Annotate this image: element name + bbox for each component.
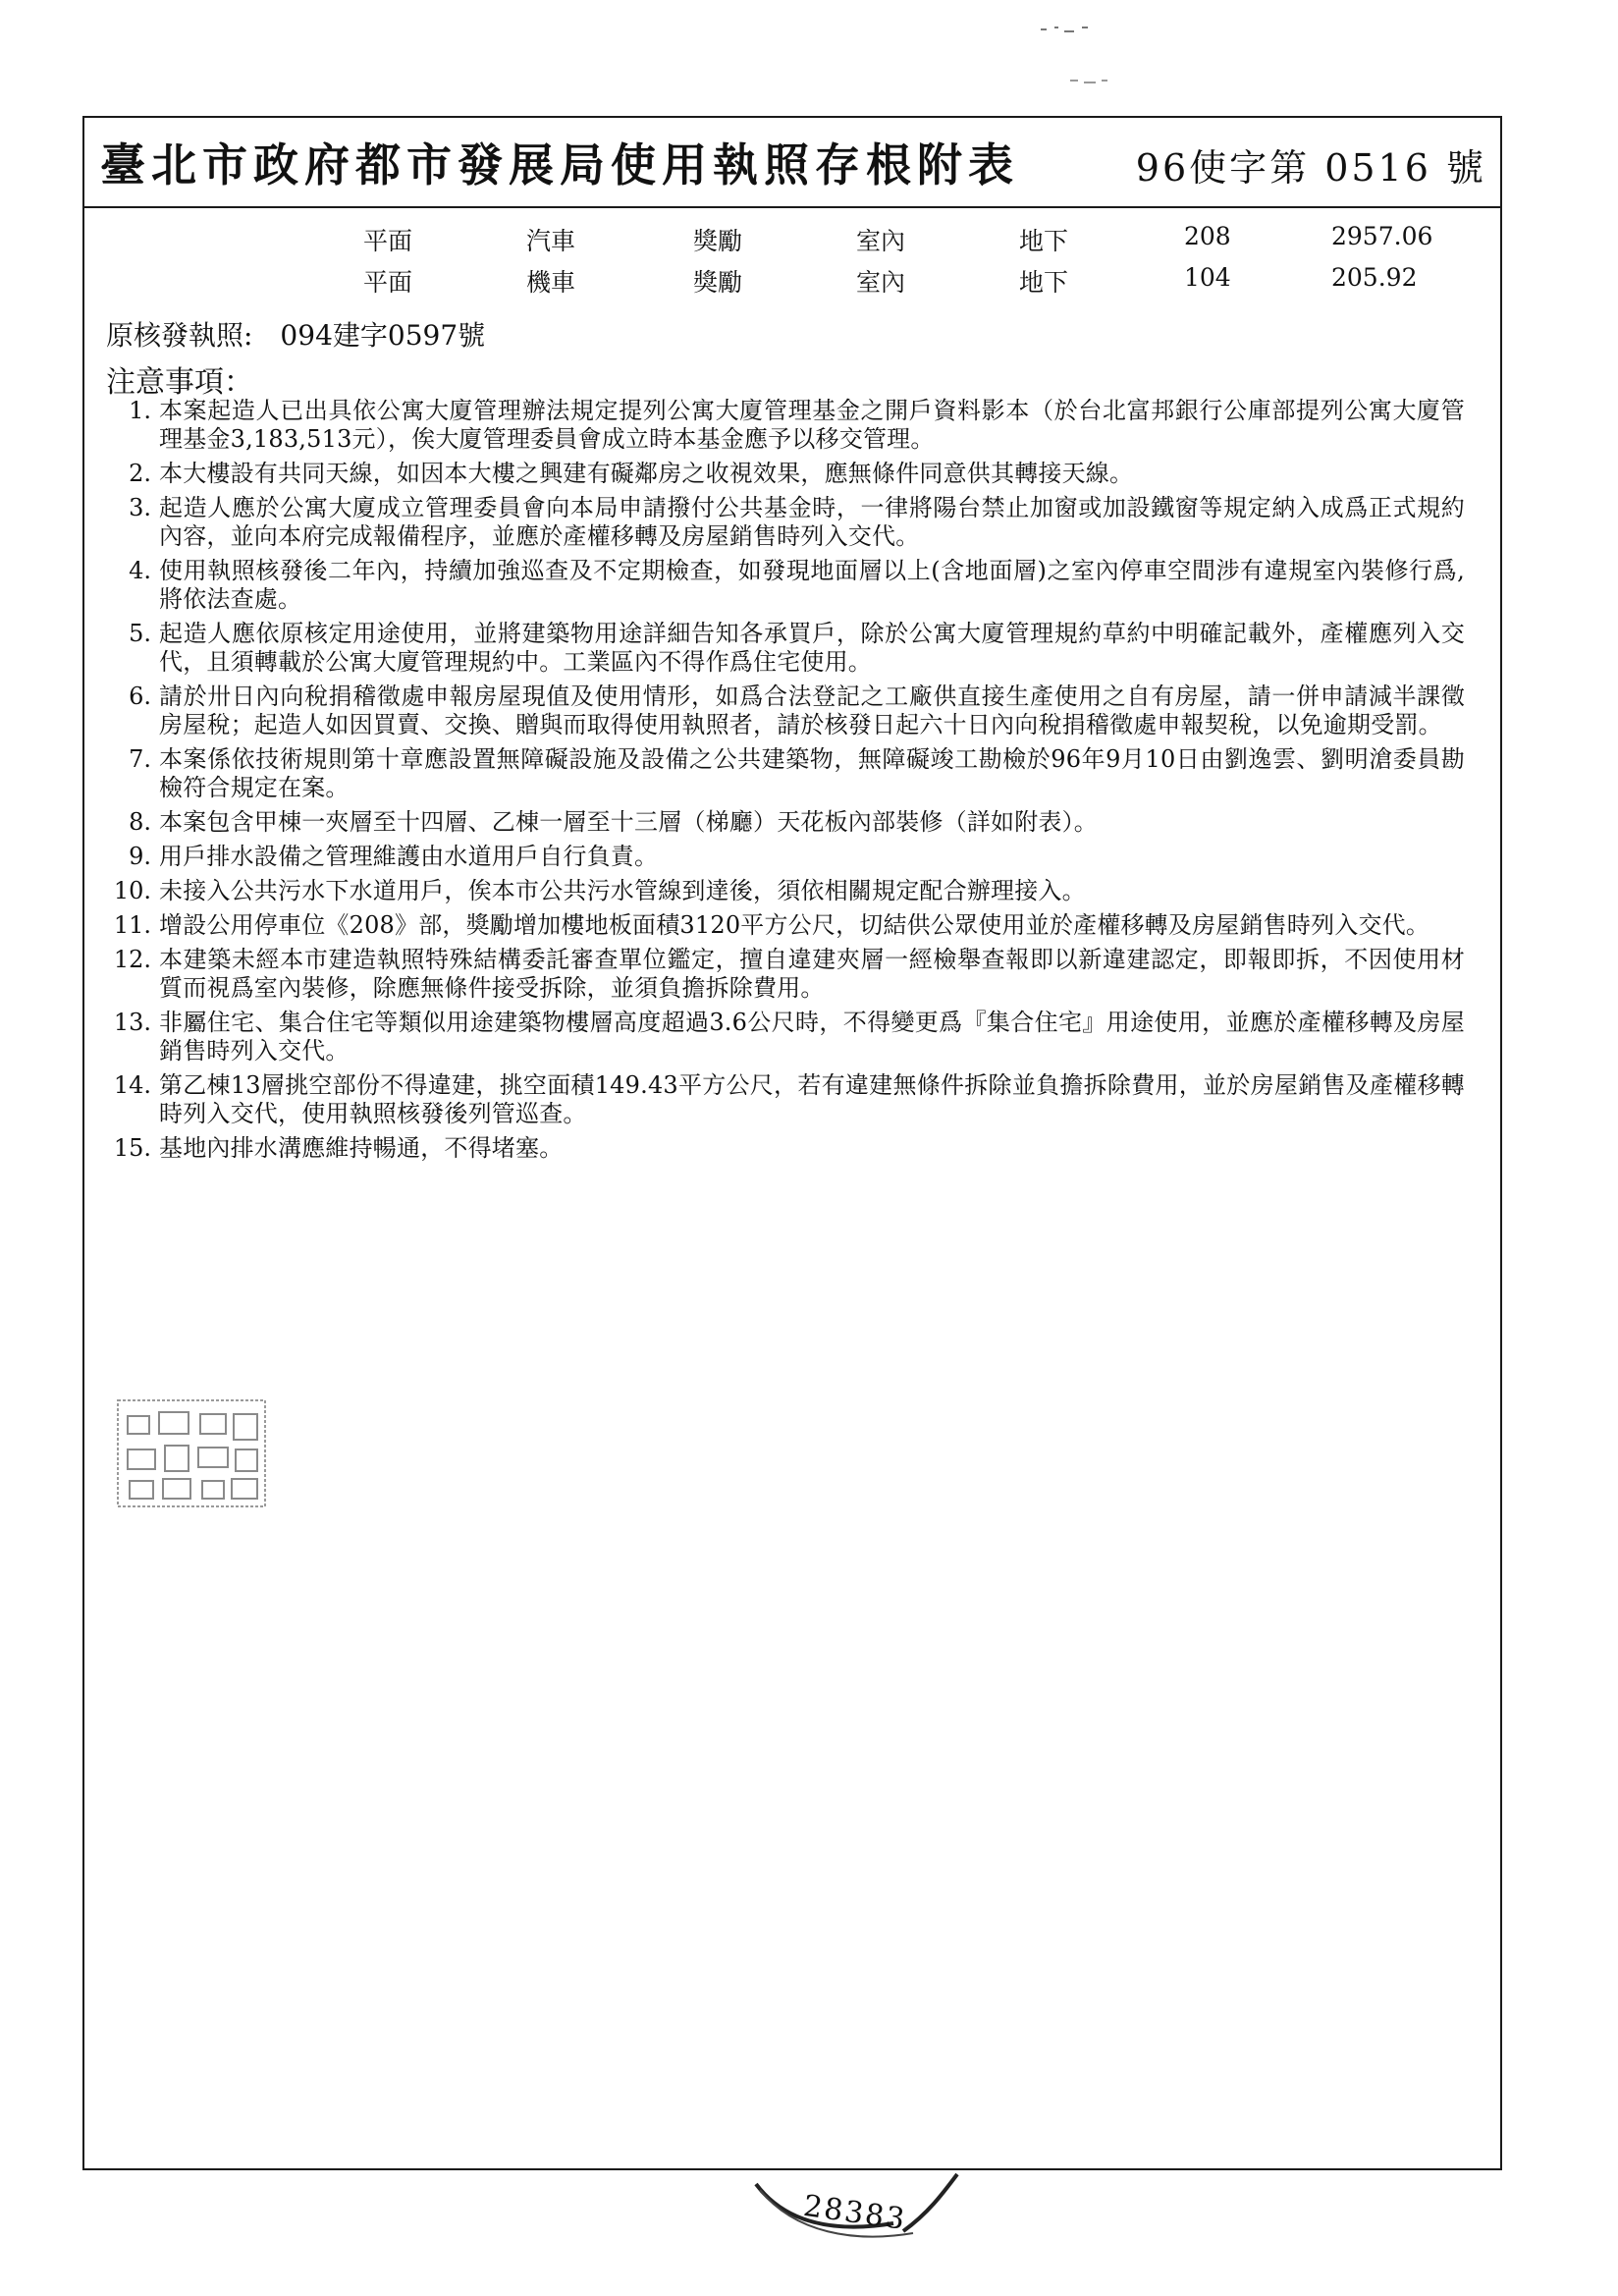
note-number: 10. xyxy=(113,877,151,904)
note-text: 增設公用停車位《208》部，獎勵增加樓地板面積3120平方公尺，切結供公眾使用並於產權移轉及房屋銷售時列入交代。 xyxy=(159,911,1430,939)
list-item xyxy=(84,911,1504,940)
cell-count: 104 xyxy=(1184,263,1231,292)
cell-level: 地下 xyxy=(1019,268,1069,297)
table-row xyxy=(84,263,1500,304)
note-number: 3. xyxy=(129,494,151,521)
list-item xyxy=(84,745,1504,802)
note-text: 基地內排水溝應維持暢通，不得堵塞。 xyxy=(159,1134,564,1162)
cell-vehicle: 機車 xyxy=(526,268,576,297)
cell-level: 地下 xyxy=(1019,227,1069,255)
cell-area: 205.92 xyxy=(1331,263,1418,292)
official-seal-stamp xyxy=(114,1396,271,1514)
cell-type: 獎勵 xyxy=(693,227,743,255)
cell-count: 208 xyxy=(1184,222,1231,250)
note-number: 9. xyxy=(129,843,151,870)
list-item xyxy=(84,843,1504,871)
cell-vehicle: 汽車 xyxy=(526,227,576,255)
note-number: 7. xyxy=(129,745,151,773)
permit-number: 96使字第 0516 號 xyxy=(1135,146,1486,190)
note-number: 12. xyxy=(113,946,151,973)
list-item xyxy=(84,620,1504,677)
note-number: 4. xyxy=(129,557,151,584)
cell-plane: 平面 xyxy=(363,268,413,297)
table-row xyxy=(84,222,1500,263)
document-frame xyxy=(82,116,1502,2170)
original-permit: 原核發執照: 094建字0597號 xyxy=(106,319,486,352)
list-item xyxy=(84,557,1504,614)
note-text: 起造人應依原核定用途使用，並將建築物用途詳細告知各承買戶，除於公寓大廈管理規約草約中明確記載外，產權應列入交代，且須轉載於公寓大廈管理規約中。工業區內不得作爲住宅使用。 xyxy=(159,620,1465,676)
note-text: 用戶排水設備之管理維護由水道用戶自行負責。 xyxy=(159,843,659,870)
list-item xyxy=(84,683,1504,739)
note-number: 6. xyxy=(129,683,151,710)
cell-type: 獎勵 xyxy=(693,268,743,297)
title-bar xyxy=(84,118,1500,208)
list-item xyxy=(84,1134,1504,1163)
footer-serial-number: 28383 xyxy=(801,2188,909,2238)
note-number: 5. xyxy=(129,620,151,647)
list-item xyxy=(84,397,1504,454)
notes-heading: 注意事項： xyxy=(106,365,253,400)
list-item xyxy=(84,946,1504,1003)
note-text: 本案係依技術規則第十章應設置無障礙設施及設備之公共建築物，無障礙竣工勘檢於96年9月10日由劉逸雲、劉明滄委員勘檢符合規定在案。 xyxy=(159,745,1465,801)
note-text: 本大樓設有共同天線，如因本大樓之興建有礙鄰房之收視效果，應無條件同意供其轉接天線。 xyxy=(159,460,1134,487)
list-item xyxy=(84,1009,1504,1066)
notes-list xyxy=(84,397,1504,1169)
list-item xyxy=(84,460,1504,488)
note-number: 2. xyxy=(129,460,151,487)
cell-plane: 平面 xyxy=(363,227,413,255)
footer-serial-mark xyxy=(746,2164,972,2253)
note-text: 本建築未經本市建造執照特殊結構委託審查單位鑑定，擅自違建夾層一經檢舉查報即以新違建認定，即報即拆，不因使用材質而視爲室內裝修，除應無條件接受拆除，並須負擔拆除費用。 xyxy=(159,946,1465,1002)
cell-location: 室內 xyxy=(856,227,906,255)
note-number: 1. xyxy=(129,397,151,424)
note-text: 起造人應於公寓大廈成立管理委員會向本局申請撥付公共基金時，一律將陽台禁止加窗或加設鐵窗等規定納入成爲正式規約內容，並向本府完成報備程序，並應於產權移轉及房屋銷售時列入交代。 xyxy=(159,494,1465,550)
note-text: 使用執照核發後二年內，持續加強巡查及不定期檢查，如發現地面層以上(含地面層)之室內停車空間涉有違規室內裝修行爲,將依法查處。 xyxy=(159,557,1465,613)
note-number: 14. xyxy=(113,1071,151,1099)
parking-space-table xyxy=(84,222,1500,304)
note-text: 請於卅日內向稅捐稽徵處申報房屋現值及使用情形，如爲合法登記之工廠供直接生產使用之自有房屋，請一併申請減半課徵房屋稅；起造人如因買賣、交換、贈與而取得使用執照者，請於核發日起六十日內向稅捐稽徵處申報契稅，以免逾期受罰。 xyxy=(159,683,1465,738)
note-number: 15. xyxy=(113,1134,151,1162)
list-item xyxy=(84,494,1504,551)
list-item xyxy=(84,877,1504,905)
note-number: 13. xyxy=(113,1009,151,1036)
scan-marks xyxy=(1031,18,1149,86)
note-text: 本案起造人已出具依公寓大廈管理辦法規定提列公寓大廈管理基金之開戶資料影本（於台北富邦銀行公庫部提列公寓大廈管理基金3,183,513元），俟大廈管理委員會成立時本基金應予以移交管理。 xyxy=(159,397,1465,453)
list-item xyxy=(84,808,1504,837)
list-item xyxy=(84,1071,1504,1128)
note-text: 本案包含甲棟一夾層至十四層、乙棟一層至十三層（梯廳）天花板內部裝修（詳如附表）。 xyxy=(159,808,1098,836)
cell-location: 室內 xyxy=(856,268,906,297)
note-number: 11. xyxy=(113,911,151,939)
note-text: 第乙棟13層挑空部份不得違建，挑空面積149.43平方公尺，若有違建無條件拆除並負擔拆除費用，並於房屋銷售及產權移轉時列入交代，使用執照核發後列管巡查。 xyxy=(159,1071,1465,1127)
page-title: 臺北市政府都市發展局使用執照存根附表 xyxy=(100,138,1019,191)
note-text: 非屬住宅、集合住宅等類似用途建築物樓層高度超過3.6公尺時，不得變更爲『集合住宅』用途使用，並應於產權移轉及房屋銷售時列入交代。 xyxy=(159,1009,1465,1065)
note-text: 未接入公共污水下水道用戶，俟本市公共污水管線到達後，須依相關規定配合辦理接入。 xyxy=(159,877,1086,904)
cell-area: 2957.06 xyxy=(1331,222,1433,250)
note-number: 8. xyxy=(129,808,151,836)
